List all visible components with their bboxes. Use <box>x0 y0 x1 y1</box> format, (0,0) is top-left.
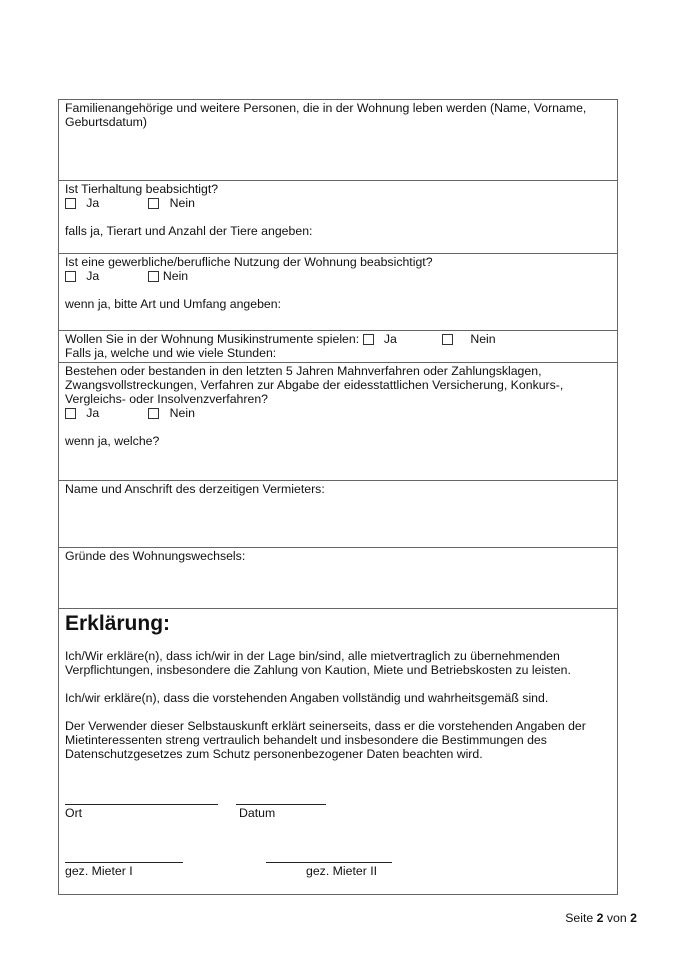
proceedings-question-3: Vergleichs- oder Insolvenzverfahren? <box>65 392 269 406</box>
proceedings-section <box>59 363 617 481</box>
music-section <box>59 331 617 363</box>
music-yes-checkbox[interactable] <box>363 334 374 345</box>
music-followup[interactable]: Falls ja, welche und wie viele Stunden: <box>65 346 277 360</box>
music-no-checkbox[interactable] <box>442 334 453 345</box>
tenant1-signature-line[interactable] <box>65 862 183 863</box>
proceedings-yes-label: Ja <box>86 406 100 420</box>
tenant1-label: gez. Mieter I <box>65 864 133 878</box>
total-pages: 2 <box>630 911 637 925</box>
landlord-label: Name und Anschrift des derzeitigen Vermieters: <box>65 482 325 496</box>
music-question: Wollen Sie in der Wohnung Musikinstrumente spielen: <box>65 332 360 346</box>
declaration-title: Erklärung: <box>65 612 171 635</box>
place-label: Ort <box>65 806 83 820</box>
date-label: Datum <box>239 806 276 820</box>
music-yes-label: Ja <box>383 332 397 346</box>
page-number <box>565 911 637 925</box>
tenant2-label: gez. Mieter II <box>306 864 378 878</box>
business-question: Ist eine gewerbliche/berufliche Nutzung der Wohnung beabsichtigt? <box>65 255 433 269</box>
business-yes-label: Ja <box>86 269 100 283</box>
pets-followup[interactable]: falls ja, Tierart und Anzahl der Tiere angeben: <box>65 224 313 238</box>
business-followup[interactable]: wenn ja, bitte Art und Umfang angeben: <box>65 297 282 311</box>
declaration-section <box>59 609 617 894</box>
declaration-paragraph-1: Ich/Wir erkläre(n), dass ich/wir in der Lage bin/sind, alle mietvertraglich zu übernehmenden Verpflichtungen, insbesondere die Zahlung von Kaution, Miete und Betriebskosten zu leisten. <box>65 649 571 677</box>
pets-no-label: Nein <box>169 196 195 210</box>
proceedings-question-1: Bestehen oder bestanden in den letzten 5 Jahren Mahnverfahren oder Zahlungsklagen, <box>65 364 542 378</box>
date-signature-line[interactable] <box>236 804 326 805</box>
page-prefix: Seite <box>565 911 594 925</box>
proceedings-followup[interactable]: wenn ja, welche? <box>65 434 160 448</box>
proceedings-no-label: Nein <box>169 406 195 420</box>
declaration-paragraph-2: Ich/wir erkläre(n), dass die vorstehenden Angaben vollständig und wahrheitsgemäß sind. <box>65 691 549 705</box>
current-page: 2 <box>596 911 604 925</box>
business-yes-checkbox[interactable] <box>65 271 76 282</box>
pets-no-checkbox[interactable] <box>148 198 159 209</box>
reasons-label: Gründe des Wohnungswechsels: <box>65 549 246 563</box>
page-of: von <box>606 911 627 925</box>
landlord-field[interactable] <box>59 481 617 548</box>
reasons-field[interactable] <box>59 548 617 609</box>
tenant2-signature-line[interactable] <box>266 862 392 863</box>
form-table <box>58 99 618 895</box>
pets-yes-label: Ja <box>86 196 100 210</box>
music-no-label: Nein <box>470 332 496 346</box>
declaration-paragraph-3: Der Verwender dieser Selbstauskunft erklärt seinerseits, dass er die vorstehenden Angaben der Mietinteressenten streng vertraulich behandelt und insbesondere die Bestimmungen des Datenschutzgesetzes zum Schutz personenbezogener Daten beachten wird. <box>65 719 586 761</box>
proceedings-no-checkbox[interactable] <box>148 408 159 419</box>
business-no-checkbox[interactable] <box>148 271 159 282</box>
family-members-label: Familienangehörige und weitere Personen, die in der Wohnung leben werden (Name, Vorname, Geburtsdatum) <box>65 101 587 129</box>
business-no-label: Nein <box>162 269 189 283</box>
family-members-field[interactable] <box>59 100 617 181</box>
pets-yes-checkbox[interactable] <box>65 198 76 209</box>
business-section <box>59 254 617 331</box>
pets-question: Ist Tierhaltung beabsichtigt? <box>65 182 219 196</box>
place-signature-line[interactable] <box>65 804 218 805</box>
pets-section <box>59 181 617 254</box>
proceedings-question-2: Zwangsvollstreckungen, Verfahren zur Abgabe der eidesstattlichen Versicherung, Konkurs-, <box>65 378 564 392</box>
proceedings-yes-checkbox[interactable] <box>65 408 76 419</box>
